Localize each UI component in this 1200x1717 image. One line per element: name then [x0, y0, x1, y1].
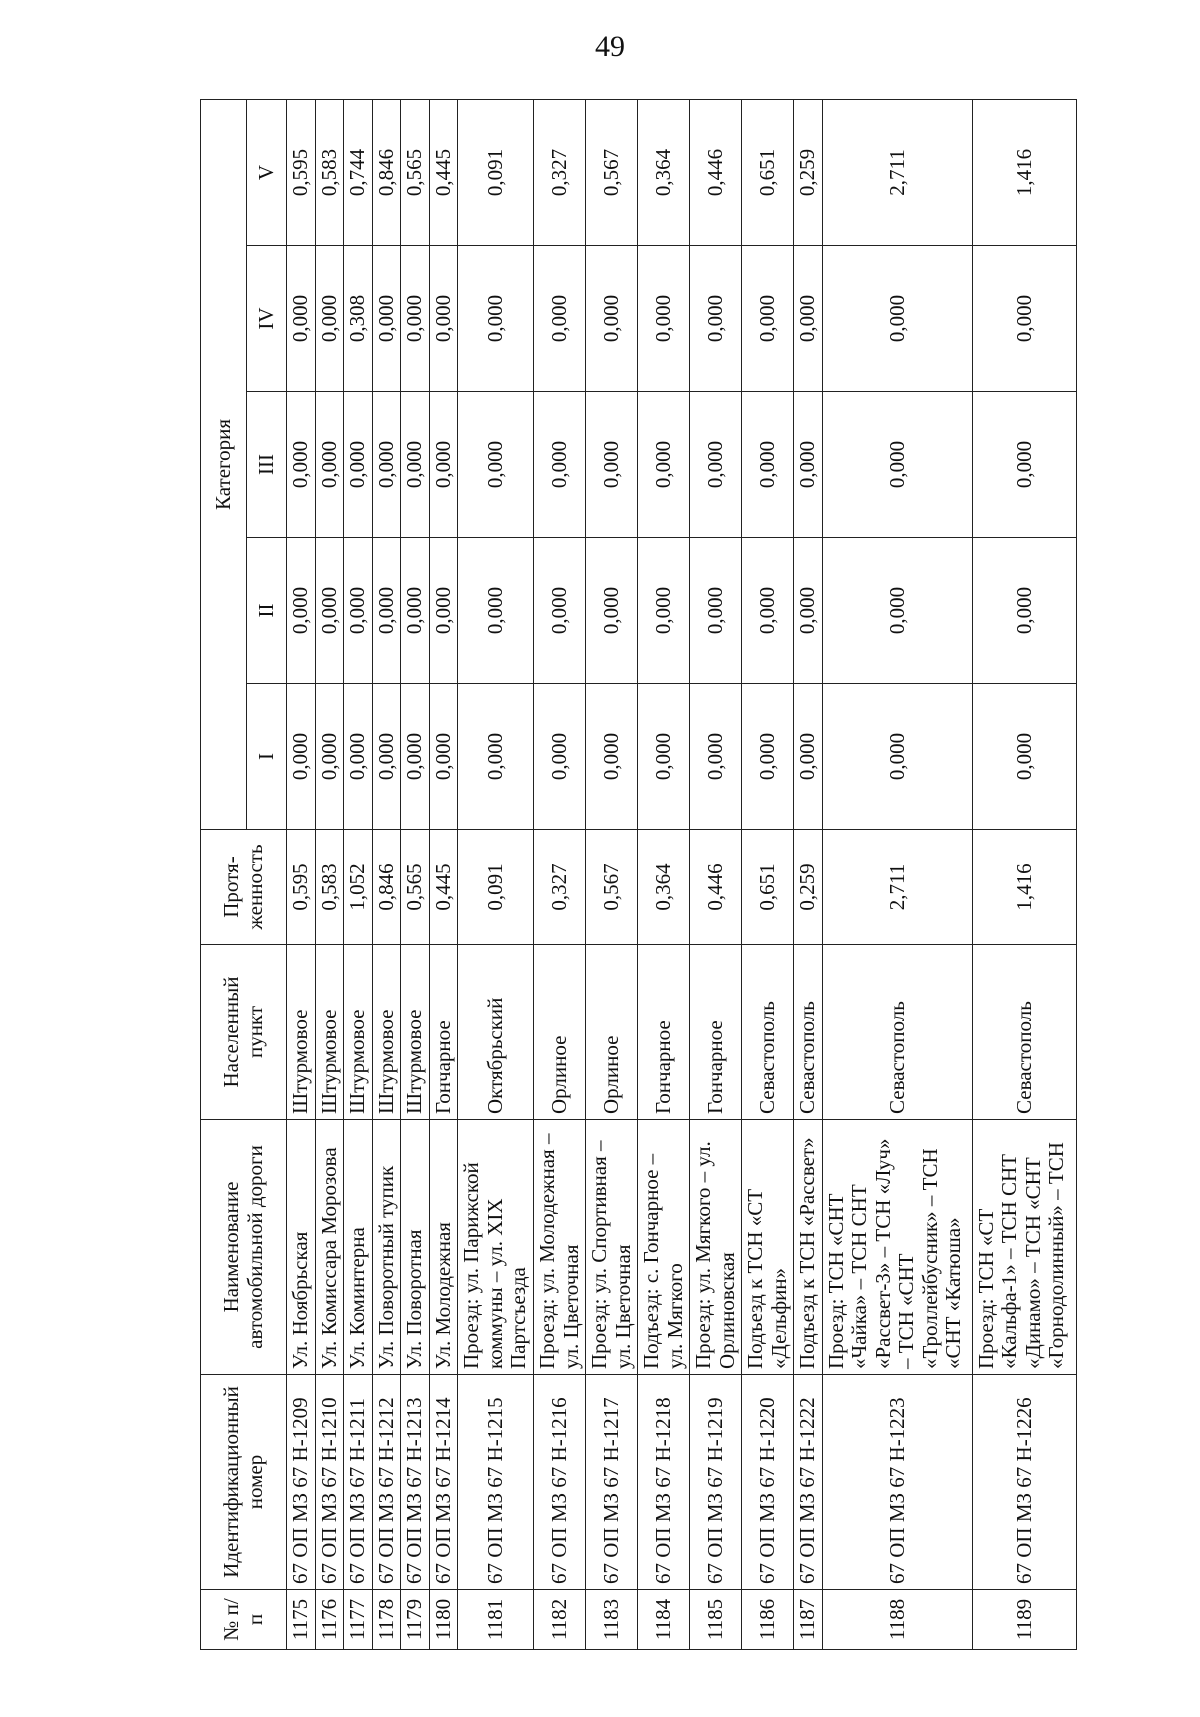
cell-cat-2: 0,000 — [534, 538, 586, 684]
cell-cat-5: 0,744 — [344, 99, 373, 245]
cell-cat-1: 0,000 — [372, 684, 401, 830]
cell-cat-3: 0,000 — [742, 392, 794, 538]
cell-cat-3: 0,000 — [534, 392, 586, 538]
cell-no: 1181 — [458, 1590, 534, 1650]
cell-no: 1188 — [822, 1590, 972, 1650]
cell-length: 0,595 — [287, 830, 316, 945]
cell-cat-2: 0,000 — [372, 538, 401, 684]
cell-no: 1189 — [972, 1590, 1076, 1650]
cell-name: Проезд: ул. Парижской коммуны – ул. XIX Партсъезда — [458, 1120, 534, 1375]
table-row — [586, 99, 638, 1649]
cell-length: 0,327 — [534, 830, 586, 945]
cell-cat-2: 0,000 — [315, 538, 344, 684]
cell-id: 67 ОП МЗ 67 Н-1223 — [822, 1375, 972, 1590]
cell-cat-4: 0,000 — [794, 246, 823, 392]
cell-cat-3: 0,000 — [822, 392, 972, 538]
cell-place: Севастополь — [822, 945, 972, 1120]
cell-cat-5: 0,567 — [586, 99, 638, 245]
cell-id: 67 ОП МЗ 67 Н-1226 — [972, 1375, 1076, 1590]
table-row — [972, 99, 1076, 1649]
cell-no: 1180 — [429, 1590, 458, 1650]
cell-cat-3: 0,000 — [458, 392, 534, 538]
cell-id: 67 ОП МЗ 67 Н-1210 — [315, 1375, 344, 1590]
header-category: Категория — [201, 99, 247, 829]
cell-name: Проезд: ТСН «СТ «Кальфа-1» – ТСН СНТ «Динамо» – ТСН «СНТ «Горнодолинный» – ТСН — [972, 1120, 1076, 1375]
cell-place: Штурмовое — [401, 945, 430, 1120]
cell-cat-5: 0,091 — [458, 99, 534, 245]
rotated-table-container — [200, 100, 1200, 1650]
cell-place: Севастополь — [742, 945, 794, 1120]
cell-cat-4: 0,000 — [690, 246, 742, 392]
cell-name: Ул. Поворотная — [401, 1120, 430, 1375]
header-cat-3: III — [247, 392, 287, 538]
table-row — [315, 99, 344, 1649]
cell-cat-2: 0,000 — [638, 538, 690, 684]
cell-cat-4: 0,000 — [638, 246, 690, 392]
cell-no: 1183 — [586, 1590, 638, 1650]
cell-name: Подъезд: с. Гончарное – ул. Мягкого — [638, 1120, 690, 1375]
cell-cat-2: 0,000 — [972, 538, 1076, 684]
cell-cat-3: 0,000 — [287, 392, 316, 538]
table-row — [287, 99, 316, 1649]
cell-cat-5: 0,583 — [315, 99, 344, 245]
cell-cat-5: 0,445 — [429, 99, 458, 245]
cell-length: 0,364 — [638, 830, 690, 945]
cell-cat-1: 0,000 — [315, 684, 344, 830]
cell-no: 1177 — [344, 1590, 373, 1650]
cell-place: Севастополь — [972, 945, 1076, 1120]
cell-length: 0,583 — [315, 830, 344, 945]
cell-cat-5: 0,595 — [287, 99, 316, 245]
cell-cat-5: 0,259 — [794, 99, 823, 245]
table-row — [458, 99, 534, 1649]
cell-name: Ул. Поворотный тупик — [372, 1120, 401, 1375]
cell-cat-4: 0,000 — [972, 246, 1076, 392]
page-number: 49 — [595, 30, 625, 63]
cell-no: 1185 — [690, 1590, 742, 1650]
cell-cat-1: 0,000 — [534, 684, 586, 830]
table-body — [287, 99, 1077, 1649]
cell-cat-5: 0,846 — [372, 99, 401, 245]
cell-length: 2,711 — [822, 830, 972, 945]
cell-name: Подъезд к ТСН «Рассвет» — [794, 1120, 823, 1375]
cell-cat-2: 0,000 — [690, 538, 742, 684]
cell-cat-4: 0,000 — [458, 246, 534, 392]
cell-no: 1179 — [401, 1590, 430, 1650]
cell-length: 0,259 — [794, 830, 823, 945]
cell-cat-4: 0,000 — [315, 246, 344, 392]
cell-name: Ул. Ноябрьская — [287, 1120, 316, 1375]
cell-name: Ул. Коминтерна — [344, 1120, 373, 1375]
cell-cat-3: 0,000 — [690, 392, 742, 538]
table-row — [690, 99, 742, 1649]
cell-cat-2: 0,000 — [794, 538, 823, 684]
cell-length: 0,446 — [690, 830, 742, 945]
cell-no: 1176 — [315, 1590, 344, 1650]
cell-cat-2: 0,000 — [742, 538, 794, 684]
cell-cat-4: 0,308 — [344, 246, 373, 392]
cell-cat-3: 0,000 — [401, 392, 430, 538]
cell-name: Подъезд к ТСН «СТ «Дельфин» — [742, 1120, 794, 1375]
roads-table — [200, 99, 1077, 1650]
header-id: Идентификационный номер — [201, 1375, 287, 1590]
cell-cat-5: 2,711 — [822, 99, 972, 245]
cell-id: 67 ОП МЗ 67 Н-1213 — [401, 1375, 430, 1590]
cell-cat-5: 0,364 — [638, 99, 690, 245]
header-cat-1: I — [247, 684, 287, 830]
cell-cat-5: 0,651 — [742, 99, 794, 245]
table-row — [534, 99, 586, 1649]
header-cat-5: V — [247, 99, 287, 245]
cell-cat-4: 0,000 — [372, 246, 401, 392]
cell-place: Гончарное — [690, 945, 742, 1120]
cell-cat-3: 0,000 — [638, 392, 690, 538]
cell-cat-2: 0,000 — [287, 538, 316, 684]
cell-name: Ул. Комиссара Морозова — [315, 1120, 344, 1375]
cell-id: 67 ОП МЗ 67 Н-1222 — [794, 1375, 823, 1590]
cell-place: Севастополь — [794, 945, 823, 1120]
cell-cat-4: 0,000 — [401, 246, 430, 392]
cell-cat-1: 0,000 — [401, 684, 430, 830]
cell-cat-3: 0,000 — [972, 392, 1076, 538]
table-row — [401, 99, 430, 1649]
cell-id: 67 ОП МЗ 67 Н-1212 — [372, 1375, 401, 1590]
cell-length: 1,052 — [344, 830, 373, 945]
cell-cat-5: 0,446 — [690, 99, 742, 245]
cell-no: 1175 — [287, 1590, 316, 1650]
cell-no: 1187 — [794, 1590, 823, 1650]
cell-name: Ул. Молодежная — [429, 1120, 458, 1375]
header-no: № п/п — [201, 1590, 287, 1650]
cell-length: 0,445 — [429, 830, 458, 945]
cell-length: 0,651 — [742, 830, 794, 945]
table-row — [638, 99, 690, 1649]
header-length: Протя-женность — [201, 830, 287, 945]
cell-id: 67 ОП МЗ 67 Н-1209 — [287, 1375, 316, 1590]
cell-place: Штурмовое — [344, 945, 373, 1120]
table-head — [201, 99, 287, 1649]
cell-id: 67 ОП МЗ 67 Н-1214 — [429, 1375, 458, 1590]
cell-cat-2: 0,000 — [458, 538, 534, 684]
cell-cat-1: 0,000 — [344, 684, 373, 830]
cell-place: Орлиное — [534, 945, 586, 1120]
cell-cat-4: 0,000 — [429, 246, 458, 392]
cell-no: 1178 — [372, 1590, 401, 1650]
cell-no: 1182 — [534, 1590, 586, 1650]
header-name: Наименование автомобильной дороги — [201, 1120, 287, 1375]
cell-cat-1: 0,000 — [638, 684, 690, 830]
cell-cat-1: 0,000 — [742, 684, 794, 830]
table-row — [794, 99, 823, 1649]
cell-id: 67 ОП МЗ 67 Н-1219 — [690, 1375, 742, 1590]
cell-cat-4: 0,000 — [742, 246, 794, 392]
cell-cat-2: 0,000 — [429, 538, 458, 684]
cell-cat-3: 0,000 — [429, 392, 458, 538]
cell-cat-3: 0,000 — [344, 392, 373, 538]
cell-cat-2: 0,000 — [822, 538, 972, 684]
cell-cat-1: 0,000 — [458, 684, 534, 830]
cell-name: Проезд: ул. Мягкого – ул. Орлиновская — [690, 1120, 742, 1375]
cell-cat-3: 0,000 — [372, 392, 401, 538]
cell-id: 67 ОП МЗ 67 Н-1216 — [534, 1375, 586, 1590]
table-row — [822, 99, 972, 1649]
cell-no: 1184 — [638, 1590, 690, 1650]
table-row — [372, 99, 401, 1649]
cell-place: Штурмовое — [315, 945, 344, 1120]
header-place: Населенный пункт — [201, 945, 287, 1120]
cell-cat-4: 0,000 — [586, 246, 638, 392]
cell-cat-1: 0,000 — [822, 684, 972, 830]
cell-cat-4: 0,000 — [287, 246, 316, 392]
cell-cat-1: 0,000 — [287, 684, 316, 830]
cell-id: 67 ОП МЗ 67 Н-1217 — [586, 1375, 638, 1590]
cell-cat-1: 0,000 — [429, 684, 458, 830]
cell-cat-3: 0,000 — [794, 392, 823, 538]
cell-id: 67 ОП МЗ 67 Н-1211 — [344, 1375, 373, 1590]
cell-cat-4: 0,000 — [534, 246, 586, 392]
cell-cat-2: 0,000 — [344, 538, 373, 684]
cell-place: Орлиное — [586, 945, 638, 1120]
table-row — [429, 99, 458, 1649]
cell-length: 0,846 — [372, 830, 401, 945]
cell-id: 67 ОП МЗ 67 Н-1220 — [742, 1375, 794, 1590]
cell-place: Штурмовое — [287, 945, 316, 1120]
cell-id: 67 ОП МЗ 67 Н-1215 — [458, 1375, 534, 1590]
cell-cat-5: 0,565 — [401, 99, 430, 245]
cell-cat-3: 0,000 — [315, 392, 344, 538]
cell-length: 0,091 — [458, 830, 534, 945]
cell-cat-1: 0,000 — [586, 684, 638, 830]
cell-place: Гончарное — [429, 945, 458, 1120]
cell-place: Октябрьский — [458, 945, 534, 1120]
cell-place: Штурмовое — [372, 945, 401, 1120]
cell-name: Проезд: ТСН «СНТ «Чайка» – ТСН СНТ «Рассвет-3» – ТСН «Луч» – ТСН «СНТ «Троллейбусник» – ТСН «СНТ «Катюша» — [822, 1120, 972, 1375]
header-cat-4: IV — [247, 246, 287, 392]
cell-cat-5: 1,416 — [972, 99, 1076, 245]
table-row — [344, 99, 373, 1649]
cell-cat-5: 0,327 — [534, 99, 586, 245]
cell-place: Гончарное — [638, 945, 690, 1120]
header-cat-2: II — [247, 538, 287, 684]
cell-cat-2: 0,000 — [401, 538, 430, 684]
cell-no: 1186 — [742, 1590, 794, 1650]
cell-length: 0,567 — [586, 830, 638, 945]
table-row — [742, 99, 794, 1649]
cell-length: 1,416 — [972, 830, 1076, 945]
cell-cat-1: 0,000 — [972, 684, 1076, 830]
cell-id: 67 ОП МЗ 67 Н-1218 — [638, 1375, 690, 1590]
cell-cat-3: 0,000 — [586, 392, 638, 538]
cell-cat-1: 0,000 — [794, 684, 823, 830]
cell-length: 0,565 — [401, 830, 430, 945]
cell-name: Проезд: ул. Спортивная – ул. Цветочная — [586, 1120, 638, 1375]
cell-name: Проезд: ул. Молодежная – ул. Цветочная — [534, 1120, 586, 1375]
cell-cat-4: 0,000 — [822, 246, 972, 392]
cell-cat-1: 0,000 — [690, 684, 742, 830]
cell-cat-2: 0,000 — [586, 538, 638, 684]
